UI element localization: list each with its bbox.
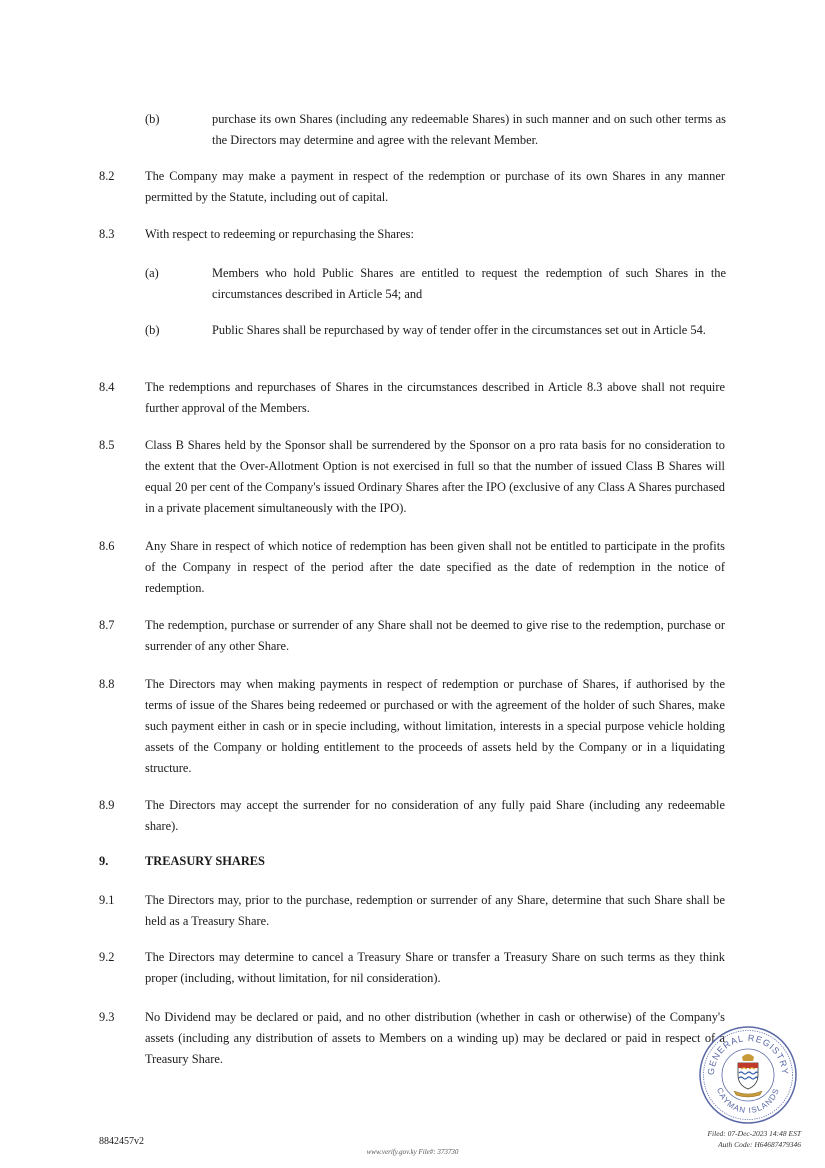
- clause-number: 8.7: [99, 618, 115, 632]
- filed-date: Filed: 07-Dec-2023 14:48 EST: [707, 1129, 801, 1138]
- subclause-text: Public Shares shall be repurchased by way of tender offer in the circumstances set out in Article 54.: [212, 323, 706, 337]
- clause-text: The redemptions and repurchases of Shares in the circumstances described in Article 8.3 above shall not require further approval of the Members.: [145, 380, 725, 415]
- clause-text: With respect to redeeming or repurchasing the Shares:: [145, 227, 414, 241]
- clause-text: The Directors may when making payments in respect of redemption or purchase of Shares, if authorised by the terms of issue of the Shares being redeemed or purchased or with the agreement of the holder of such Shares, make such payment either in cash or in specie including, without limitation, interests in a special purpose vehicle holding assets of the Company or holding entitlement to the proceeds of assets held by the Company or in a liquidating structure.: [145, 677, 725, 775]
- seal-bottom-text: CAYMAN ISLANDS: [714, 1086, 782, 1116]
- general-registry-seal-icon: [698, 1025, 798, 1125]
- subclause-number: (b): [145, 323, 160, 337]
- clause-number: 8.8: [99, 677, 115, 691]
- verification-link: www.verify.gov.ky File#: 373730: [366, 1148, 459, 1156]
- clause-number: 9.1: [99, 893, 115, 907]
- clause-number: 8.9: [99, 798, 115, 812]
- clause-number: 8.5: [99, 438, 115, 452]
- section-title: TREASURY SHARES: [145, 854, 265, 868]
- seal-top-text: GENERAL REGISTRY: [705, 1032, 791, 1076]
- clause-text: No Dividend may be declared or paid, and no other distribution (whether in cash or otherwise) of the Company's assets (including any distribution of assets to Members on a winding up) may be declared or paid in respect of a Treasury Share.: [145, 1010, 725, 1066]
- subclause-text: purchase its own Shares (including any redeemable Shares) in such manner and on such other terms as the Directors may determine and agree with the relevant Member.: [212, 112, 726, 147]
- clause-number: 9.3: [99, 1010, 115, 1024]
- clause-text: The Directors may determine to cancel a Treasury Share or transfer a Treasury Share on such terms as they think proper (including, without limitation, for nil consideration).: [145, 950, 725, 985]
- subclause-number: (b): [145, 112, 160, 126]
- subclause-number: (a): [145, 266, 159, 280]
- clause-number: 8.3: [99, 227, 115, 241]
- clause-number: 8.4: [99, 380, 115, 394]
- clause-text: The Company may make a payment in respect of the redemption or purchase of its own Shares in any manner permitted by the Statute, including out of capital.: [145, 169, 725, 204]
- subclause-text: Members who hold Public Shares are entitled to request the redemption of such Shares in the circumstances described in Article 54; and: [212, 266, 726, 301]
- document-reference: 8842457v2: [99, 1136, 144, 1147]
- section-number: 9.: [99, 854, 109, 868]
- clause-number: 8.6: [99, 539, 115, 553]
- filing-stamp: [707, 1128, 801, 1150]
- clause-text: Class B Shares held by the Sponsor shall be surrendered by the Sponsor on a pro rata basis for no consideration to the extent that the Over-Allotment Option is not exercised in full so that the number of issued Class B Shares will equal 20 per cent of the Company's issued Ordinary Shares after the IPO (exclusive of any Class A Shares purchased in a private placement simultaneously with the IPO).: [145, 438, 725, 515]
- clause-text: The Directors may, prior to the purchase, redemption or surrender of any Share, determine that such Share shall be held as a Treasury Share.: [145, 893, 725, 928]
- auth-code: Auth Code: H64687479346: [718, 1140, 801, 1149]
- clause-text: Any Share in respect of which notice of redemption has been given shall not be entitled to participate in the profits of the Company in respect of the period after the date specified as the date of redemption in the notice of redemption.: [145, 539, 725, 595]
- clause-text: The Directors may accept the surrender for no consideration of any fully paid Share (including any redeemable share).: [145, 798, 725, 833]
- clause-text: The redemption, purchase or surrender of any Share shall not be deemed to give rise to the redemption, purchase or surrender of any other Share.: [145, 618, 725, 653]
- clause-number: 9.2: [99, 950, 115, 964]
- clause-number: 8.2: [99, 169, 115, 183]
